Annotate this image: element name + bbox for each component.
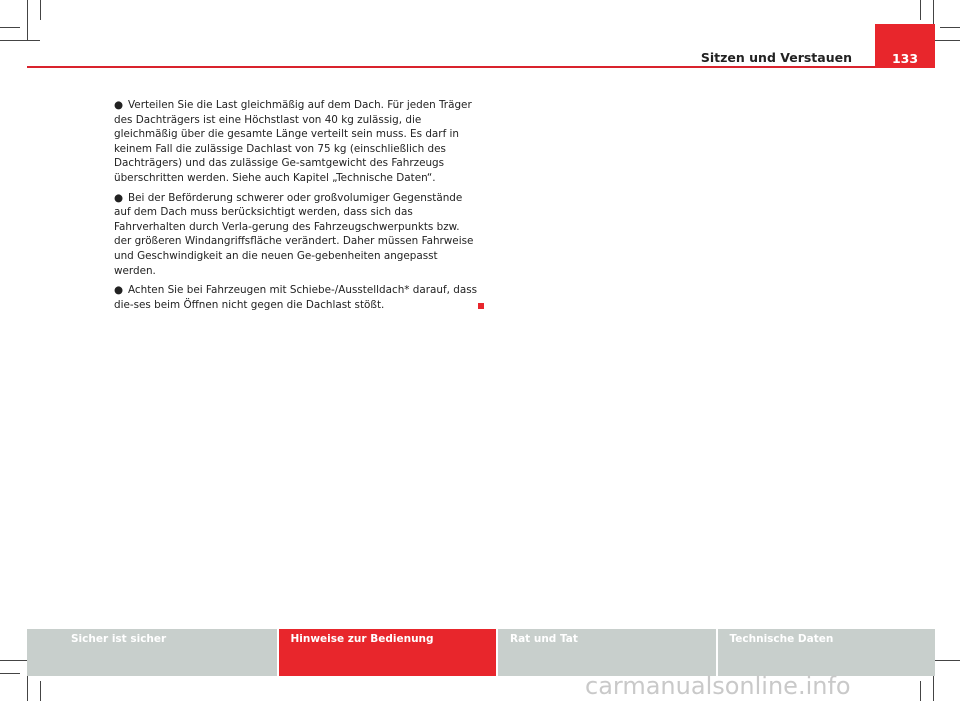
bullet-paragraph bbox=[114, 191, 479, 279]
crop-mark bbox=[40, 0, 41, 20]
paragraph-text: Verteilen Sie die Last gleichmäßig auf dem Dach. Für jeden Träger des Dachträgers ist eine Höchstlast von 40 kg zulässig, die gleichmäßig über die gesamte Länge verteilt sein muss. Es darf in keinem Fall die zulässige Dachlast von 75 kg (einschließlich des Dachträgers) und das zulässige Ge-samtgewicht des Fahrzeugs überschritten werden. Siehe auch Kapitel „Technische Daten“. bbox=[114, 99, 472, 184]
section-title: Sitzen und Verstauen bbox=[700, 50, 852, 65]
page-number: 133 bbox=[875, 24, 935, 68]
crop-mark bbox=[0, 40, 40, 41]
footer-nav bbox=[27, 629, 935, 676]
paragraph-text: Achten Sie bei Fahrzeugen mit Schiebe-/Ausstelldach* darauf, dass die-ses beim Öffnen nicht gegen die Dachlast stößt. bbox=[114, 284, 478, 311]
header-rule bbox=[27, 66, 935, 68]
bullet-icon: ● bbox=[114, 284, 124, 297]
crop-mark bbox=[920, 0, 921, 20]
crop-mark bbox=[0, 27, 20, 28]
tab-sicher-ist-sicher[interactable]: Sicher ist sicher bbox=[27, 629, 277, 676]
tab-rat-und-tat[interactable]: Rat und Tat bbox=[498, 629, 716, 676]
bullet-icon: ● bbox=[114, 99, 124, 111]
crop-mark bbox=[940, 27, 960, 28]
tab-technische-daten[interactable]: Technische Daten bbox=[718, 629, 936, 676]
body-text bbox=[114, 98, 479, 317]
bullet-paragraph bbox=[114, 98, 479, 186]
crop-mark bbox=[40, 681, 41, 701]
tab-hinweise-zur-bedienung[interactable]: Hinweise zur Bedienung bbox=[279, 629, 497, 676]
section-end-icon bbox=[478, 303, 484, 309]
bullet-paragraph bbox=[114, 283, 479, 312]
bullet-icon: ● bbox=[114, 191, 124, 204]
crop-mark bbox=[27, 0, 28, 40]
crop-mark bbox=[0, 673, 20, 674]
watermark: carmanualsonline.info bbox=[585, 672, 851, 700]
paragraph-text: Bei der Beförderung schwerer oder großvolumiger Gegenstände auf dem Dach muss berücksichtigt werden, dass sich das Fahrverhalten durch Verla-gerung des Fahrzeugschwerpunkts bzw. der größeren Windangriffsfläche verändert. Daher müssen Fahrweise und Geschwindigkeit an die neuen Ge-gebenheiten angepasst werden. bbox=[114, 191, 474, 277]
